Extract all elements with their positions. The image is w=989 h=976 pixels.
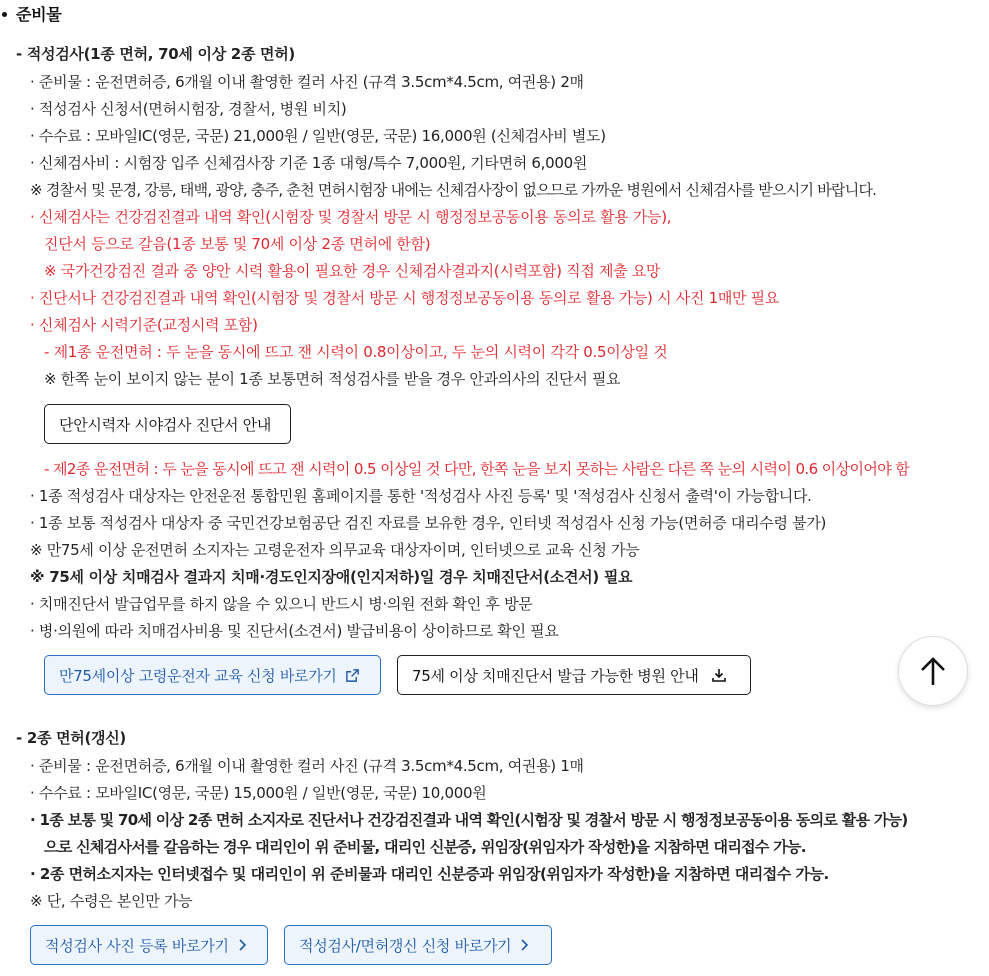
external-link-icon xyxy=(345,668,360,683)
photo-register-button[interactable] xyxy=(30,925,268,965)
renewal-apply-button[interactable] xyxy=(284,925,552,965)
aptitude-line-18: · 치매진단서 발급업무를 하지 않을 수 있으니 반드시 병·의원 전화 확인 후 방문 xyxy=(30,595,533,613)
scroll-top-button[interactable] xyxy=(898,636,968,706)
dementia-hospital-button[interactable] xyxy=(397,655,751,695)
aptitude-line-2: · 적성검사 신청서(면허시험장, 경찰서, 병원 비치) xyxy=(30,100,347,118)
renewal-line-1: · 준비물 : 운전면허증, 6개월 이내 촬영한 컬러 사진 (규격 3.5cm*4.5cm, 여권용) 1매 xyxy=(30,757,584,775)
aptitude-line-11: - 제1종 운전면허 : 두 눈을 동시에 뜨고 잰 시력이 0.8이상이고, 두 눈의 시력이 각각 0.5이상일 것 xyxy=(44,343,668,361)
aptitude-line-8: ※ 국가건강검진 결과 중 양안 시력 활용이 필요한 경우 신체검사결과지(시력포함) 직접 제출 요망 xyxy=(44,262,661,280)
aptitude-line-12: ※ 한쪽 눈이 보이지 않는 분이 1종 보통면허 적성검사를 받을 경우 안과의사의 진단서 필요 xyxy=(44,370,621,388)
aptitude-line-1: · 준비물 : 운전면허증, 6개월 이내 촬영한 컬러 사진 (규격 3.5cm*4.5cm, 여권용) 2매 xyxy=(30,73,584,91)
aptitude-line-10: · 신체검사 시력기준(교정시력 포함) xyxy=(30,316,258,334)
chevron-right-icon xyxy=(519,938,529,952)
chevron-right-icon xyxy=(237,938,247,952)
monocular-guide-button[interactable] xyxy=(44,404,291,444)
aptitude-line-7: 진단서 등으로 갈음(1종 보통 및 70세 이상 2종 면허에 한함) xyxy=(44,235,431,253)
renewal-heading: - 2종 면허(갱신) xyxy=(16,729,126,747)
aptitude-line-9: · 진단서나 건강검진결과 내역 확인(시험장 및 경찰서 방문 시 행정정보공동이용 동의로 활용 가능) 시 사진 1매만 필요 xyxy=(30,289,780,307)
renewal-line-6: ※ 단, 수령은 본인만 가능 xyxy=(30,892,193,910)
aptitude-line-19: · 병·의원에 따라 치매검사비용 및 진단서(소견서) 발급비용이 상이하므로 확인 필요 xyxy=(30,622,559,640)
renewal-line-3: · 1종 보통 및 70세 이상 2종 면허 소지자로 진단서나 건강검진결과 내역 확인(시험장 및 경찰서 방문 시 행정정보공동이용 동의로 활용 가능) xyxy=(30,811,908,829)
aptitude-line-16: ※ 만75세 이상 운전면허 소지자는 고령운전자 의무교육 대상자이며, 인터넷으로 교육 신청 가능 xyxy=(30,541,640,559)
photo-register-label: 적성검사 사진 등록 바로가기 xyxy=(45,936,229,955)
monocular-guide-label: 단안시력자 시야검사 진단서 안내 xyxy=(59,415,272,434)
aptitude-line-13: - 제2종 운전면허 : 두 눈을 동시에 뜨고 잰 시력이 0.5 이상일 것 다만, 한쪽 눈을 보지 못하는 사람은 다른 쪽 눈의 시력이 0.6 이상이어야 함 xyxy=(44,460,910,478)
download-icon xyxy=(711,667,727,683)
renewal-line-2: · 수수료 : 모바일IC(영문, 국문) 15,000원 / 일반(영문, 국문) 10,000원 xyxy=(30,784,487,802)
aptitude-heading: - 적성검사(1종 면허, 70세 이상 2종 면허) xyxy=(16,45,295,63)
aptitude-line-5: ※ 경찰서 및 문경, 강릉, 태백, 광양, 충주, 춘천 면허시험장 내에는 신체검사장이 없으므로 가까운 병원에서 신체검사를 받으시기 바랍니다. xyxy=(30,181,877,199)
aptitude-line-15: · 1종 보통 적성검사 대상자 중 국민건강보험공단 검진 자료를 보유한 경우, 인터넷 적성검사 신청 가능(면허증 대리수령 불가) xyxy=(30,514,827,532)
elderly-education-button[interactable] xyxy=(44,655,381,695)
renewal-apply-label: 적성검사/면허갱신 신청 바로가기 xyxy=(299,936,512,955)
elderly-education-label: 만75세이상 고령운전자 교육 신청 바로가기 xyxy=(59,666,337,685)
aptitude-line-6: · 신체검사는 건강검진결과 내역 확인(시험장 및 경찰서 방문 시 행정정보공동이용 동의로 활용 가능), xyxy=(30,208,672,226)
dementia-hospital-label: 75세 이상 치매진단서 발급 가능한 병원 안내 xyxy=(412,666,699,685)
section-title: 준비물 xyxy=(16,5,62,24)
aptitude-line-4: · 신체검사비 : 시험장 입주 신체검사장 기준 1종 대형/특수 7,000원, 기타면허 6,000원 xyxy=(30,154,588,172)
arrow-up-icon xyxy=(919,655,947,687)
renewal-line-4: 으로 신체검사서를 갈음하는 경우 대리인이 위 준비물, 대리인 신분증, 위임장(위임자가 작성한)을 지참하면 대리접수 가능. xyxy=(44,838,806,856)
section-bullet xyxy=(2,12,7,17)
aptitude-line-17: ※ 75세 이상 치매검사 결과지 치매·경도인지장애(인지저하)일 경우 치매진단서(소견서) 필요 xyxy=(30,568,633,586)
aptitude-line-3: · 수수료 : 모바일IC(영문, 국문) 21,000원 / 일반(영문, 국문) 16,000원 (신체검사비 별도) xyxy=(30,127,606,145)
aptitude-line-14: · 1종 적성검사 대상자는 안전운전 통합민원 홈페이지를 통한 '적성검사 사진 등록' 및 '적성검사 신청서 출력'이 가능합니다. xyxy=(30,487,812,505)
renewal-line-5: · 2종 면허소지자는 인터넷접수 및 대리인이 위 준비물과 대리인 신분증과 위임장(위임자가 작성한)을 지참하면 대리접수 가능. xyxy=(30,865,829,883)
